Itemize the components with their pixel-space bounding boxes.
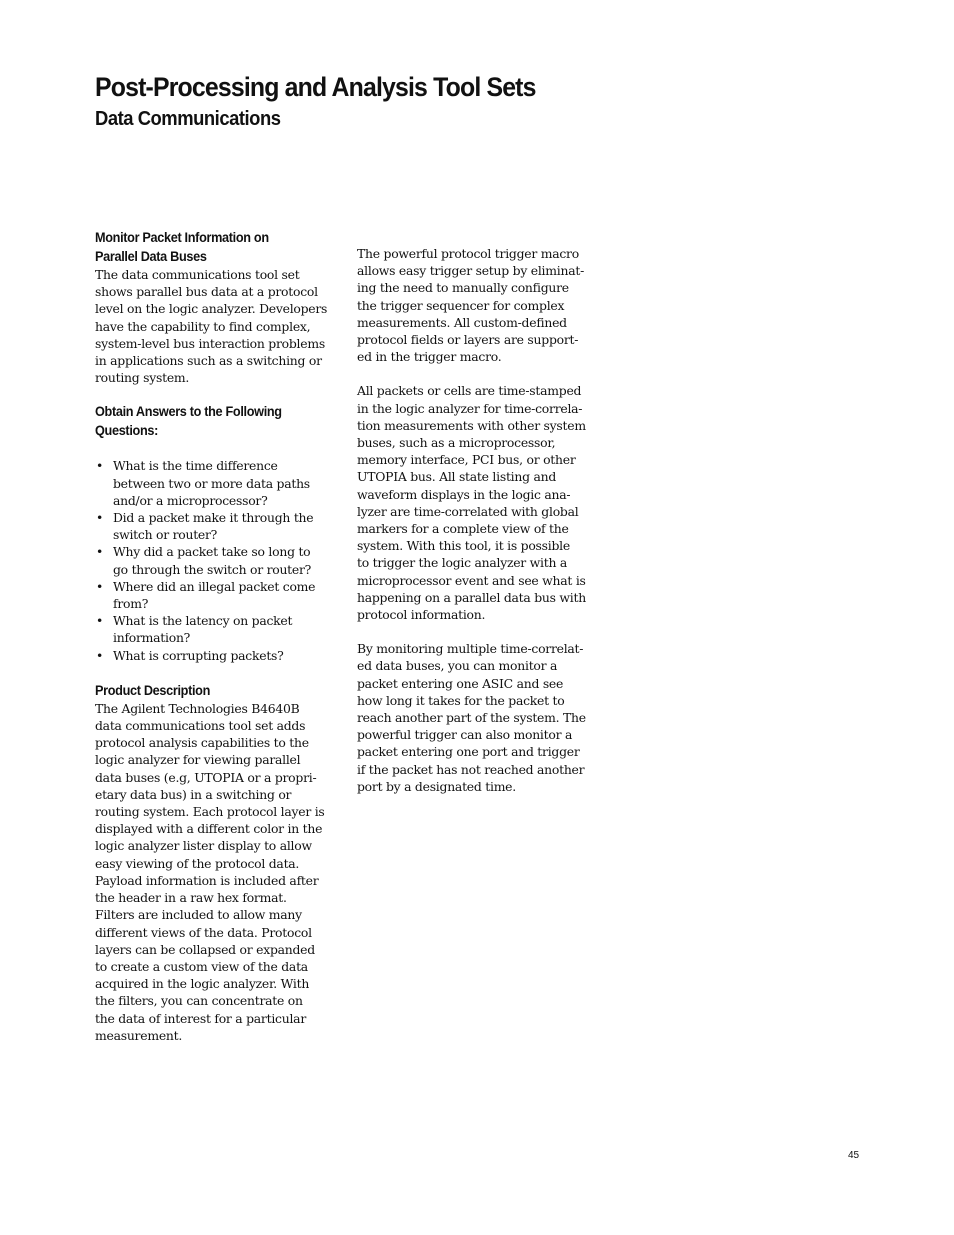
question-text: Why did a packet take so long to go through the switch or router? [113,544,312,577]
question-text: Where did an illegal packet come from? [113,578,316,612]
bullet-icon: • [96,613,104,629]
question-text: What is the time difference between two or more data paths and/or a microprocessor? [113,458,310,508]
bullet-icon: • [96,647,104,663]
page-number: 45 [848,1150,860,1161]
section-heading-questions: Obtain Answers to the Following Questions: [95,404,282,439]
page-title: Post-Processing and Analysis Tool Sets [95,72,536,102]
question-text: What is corrupting packets? [113,647,284,663]
bullet-icon: • [96,544,104,560]
list-item [95,543,337,577]
list-item [95,457,337,509]
section-heading-monitor-packet: Monitor Packet Information on Parallel Data Buses [95,230,269,264]
section-heading-product-description: Product Description [95,682,211,698]
paragraph-trigger-macro: The powerful protocol trigger macro allows easy trigger setup by eliminat- ing the need to manually configure the trigger sequencer for complex measurements. All custom-defined protocol fields or layers are support- ed in the trigger macro. [357,246,585,365]
paragraph-time-stamped: All packets or cells are time-stamped in the logic analyzer for time-correla- tion measurements with other system buses, such as a microprocessor, memory interface, PCI bus, or other UTOPIA bus. All state listing and waveform displays in the logic ana- lyzer are time-correlated with global markers for a complete view of the system. With this tool, it is possible to trigger the logic analyzer with a microprocessor event and see what is happening on a parallel data bus with protocol information. [357,383,586,623]
list-item [95,612,337,646]
question-text: Did a packet make it through the switch or router? [113,510,314,543]
page-subtitle: Data Communications [95,108,281,130]
list-item [95,578,337,612]
bullet-icon: • [96,510,104,526]
list-item [95,509,337,543]
bullet-icon: • [96,458,104,474]
bullet-icon: • [96,578,104,594]
questions-list [95,457,337,663]
section-body-monitor-packet: The data communications tool set shows parallel bus data at a protocol level on the logic analyzer. Developers have the capability to find complex, system-level bus interaction problems in applications such as a switching or routing system. [95,267,328,386]
section-body-product-description: The Agilent Technologies B4640B data communications tool set adds protocol analysis capabilities to the logic analyzer for viewing parallel data buses (e.g, UTOPIA or a propri- etary data bus) in a switching or routing system. Each protocol layer is displayed with a different color in the logic analyzer lister display to allow easy viewing of the protocol data. Payload information is included after the header in a raw hex format. Filters are included to allow many different views of the data. Protocol layers can be collapsed or expanded to create a custom view of the data acquired in the logic analyzer. With the filters, you can concentrate on the data of interest for a particular measurement. [95,700,325,1043]
question-text: What is the latency on packet information? [113,613,293,646]
left-column [95,228,337,1044]
right-column [357,245,599,812]
paragraph-monitoring: By monitoring multiple time-correlat- ed data buses, you can monitor a packet entering one ASIC and see how long it takes for the packet to reach another part of the system. The powerful trigger can also monitor a packet entering one port and trigger if the packet has not reached another port by a designated time. [357,641,586,794]
list-item [95,647,337,664]
